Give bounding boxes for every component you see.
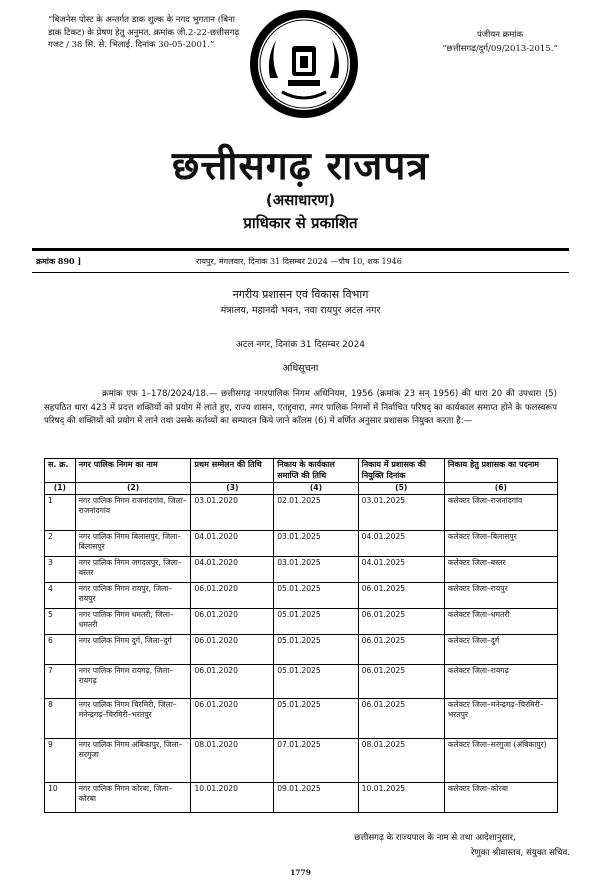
- row-serial: 10: [45, 782, 76, 812]
- department-name: नगरीय प्रशासन एवं विकास विभाग: [232, 288, 369, 301]
- row-administrator: कलेक्टर जिला–रायपुर: [444, 582, 557, 608]
- row-corporation: नगर पालिक निगम धमतरी, जिला–धमतरी: [75, 608, 191, 634]
- row-administrator: कलेक्टर जिला–सरगुजा (अंबिकापुर): [444, 738, 557, 782]
- column-number: (3): [191, 483, 274, 495]
- table-row: [45, 608, 558, 634]
- row-administrator: कलेक्टर जिला–मनेन्द्रगढ़–चिरमिरी–भरतपुर: [444, 698, 557, 738]
- row-term-end: 03.01.2025: [274, 530, 358, 556]
- table-header-cell: निकाय में प्रशासक की नियुक्ति दिनांक: [358, 459, 444, 483]
- table-header-cell: निकाय हेतु प्रशासक का पदनाम: [444, 459, 557, 483]
- row-term-end: 07.01.2025: [274, 738, 358, 782]
- row-serial: 6: [45, 634, 76, 664]
- row-appointment-date: 06.01.2025: [358, 664, 444, 698]
- table-row: [45, 782, 558, 812]
- row-serial: 4: [45, 582, 76, 608]
- row-corporation: नगर पालिक निगम रायगढ़, जिला–रायगढ़: [75, 664, 191, 698]
- issue-date: रायपुर, मंगलवार, दिनांक 31 दिसम्बर 2024 —पौष 10, शक 1946: [196, 257, 402, 266]
- row-term-end: 03.01.2025: [274, 556, 358, 582]
- registration-block: [405, 28, 595, 56]
- row-term-end: 05.01.2025: [274, 634, 358, 664]
- row-corporation: नगर पालिक निगम कोरबा, जिला–कोरबा: [75, 782, 191, 812]
- row-first-meeting: 06.01.2020: [191, 608, 274, 634]
- row-serial: 9: [45, 738, 76, 782]
- row-corporation: नगर पालिक निगम रायपुर, जिला–रायपुर: [75, 582, 191, 608]
- place-date: अटल नगर, दिनांक 31 दिसम्बर 2024: [235, 340, 366, 350]
- row-appointment-date: 08.01.2025: [358, 738, 444, 782]
- row-serial: 1: [45, 494, 76, 530]
- administrator-table: [44, 458, 558, 813]
- row-first-meeting: 08.01.2020: [191, 738, 274, 782]
- gazette-title: छत्तीसगढ़ राजपत्र: [172, 144, 429, 189]
- row-appointment-date: 06.01.2025: [358, 608, 444, 634]
- row-term-end: 09.01.2025: [274, 782, 358, 812]
- table-row: [45, 738, 558, 782]
- table-row: [45, 634, 558, 664]
- top-divider: [32, 248, 569, 251]
- row-term-end: 05.01.2025: [274, 664, 358, 698]
- row-administrator: कलेक्टर जिला–बस्तर: [444, 556, 557, 582]
- row-appointment-date: 06.01.2025: [358, 634, 444, 664]
- column-number: (2): [75, 483, 191, 495]
- row-administrator: कलेक्टर जिला–धमतरी: [444, 608, 557, 634]
- gazette-subtitle: (असाधारण): [265, 191, 336, 209]
- published-by-authority: प्राधिकार से प्रकाशित: [243, 214, 358, 232]
- row-corporation: नगर पालिक निगम दुर्ग, जिला–दुर्ग: [75, 634, 191, 664]
- row-first-meeting: 10.01.2020: [191, 782, 274, 812]
- row-appointment-date: 04.01.2025: [358, 530, 444, 556]
- table-row: [45, 664, 558, 698]
- row-first-meeting: 04.01.2020: [191, 556, 274, 582]
- postal-note: “बिजनेस पोस्ट के अन्तर्गत डाक शुल्क के नगद भुगतान (बिना डाक टिकट) के प्रेषण हेतु अनुमत. क्रमांक जी.2-22-छत्तीसगढ़ गजट / 38 सि. से. भिलाई. दिनांक 30-05-2001.”: [48, 15, 240, 50]
- row-corporation: नगर पालिक निगम चिरमिरी, जिला–मनेन्द्रगढ़–चिरमिरी–भरतपुर: [75, 698, 191, 738]
- row-first-meeting: 04.01.2020: [191, 530, 274, 556]
- row-term-end: 05.01.2025: [274, 608, 358, 634]
- row-corporation: नगर पालिक निगम बिलासपुर, जिला–बिलासपुर: [75, 530, 191, 556]
- row-first-meeting: 06.01.2020: [191, 582, 274, 608]
- row-term-end: 02.01.2025: [274, 494, 358, 530]
- notification-body: क्रमांक एफ 1–178/2024/18.— छत्तीसगढ़ नगरपालिक निगम अधिनियम, 1956 (क्रमांक 23 सन् 1956) की धारा 20 की उपधारा (5) सहपठित धारा 423 में प्रदत्त शक्तियों को प्रयोग में लाते हुए, राज्य शासन, एतद्द्वारा, नगर पालिक निगमों में निर्वाचित परिषद् का कार्यकाल समाप्त होने के फलस्वरूप परिषद् की शक्तियों को प्रयोग में लाने तथा उसके कर्तव्यों का सम्पादन किये जाने कॉलम (6) में वर्णित अनुसार प्रशासक नियुक्त करता है:—: [44, 389, 557, 426]
- row-administrator: कलेक्टर जिला–राजनांदगांव: [444, 494, 557, 530]
- row-term-end: 05.01.2025: [274, 582, 358, 608]
- table-header-cell: प्रथम सम्मेलन की तिथि: [191, 459, 274, 483]
- table-row: [45, 530, 558, 556]
- row-administrator: कलेक्टर जिला–कोरबा: [444, 782, 557, 812]
- row-corporation: नगर पालिक निगम जगदलपुर, जिला–बस्तर: [75, 556, 191, 582]
- state-emblem: [248, 8, 360, 120]
- row-corporation: नगर पालिक निगम अंबिकापुर, जिला–सरगुजा: [75, 738, 191, 782]
- row-appointment-date: 06.01.2025: [358, 698, 444, 738]
- emblem-seal-icon: [248, 8, 360, 120]
- row-appointment-date: 10.01.2025: [358, 782, 444, 812]
- notification-heading: अधिसूचना: [282, 363, 319, 374]
- column-number: (4): [274, 483, 358, 495]
- row-appointment-date: 04.01.2025: [358, 556, 444, 582]
- table-row: [45, 494, 558, 530]
- row-serial: 3: [45, 556, 76, 582]
- table-header-cell: नगर पालिक निगम का नाम: [75, 459, 191, 483]
- row-administrator: कलेक्टर जिला–दुर्ग: [444, 634, 557, 664]
- row-first-meeting: 06.01.2020: [191, 634, 274, 664]
- row-serial: 5: [45, 608, 76, 634]
- column-number: (1): [45, 483, 76, 495]
- row-appointment-date: 06.01.2025: [358, 582, 444, 608]
- row-serial: 7: [45, 664, 76, 698]
- table-header-row: [45, 459, 558, 483]
- table-column-number-row: [45, 483, 558, 495]
- row-administrator: कलेक्टर जिला–बिलासपुर: [444, 530, 557, 556]
- department-address: मंत्रालय, महानदी भवन, नवा रायपुर अटल नगर: [220, 305, 381, 316]
- row-first-meeting: 03.01.2020: [191, 494, 274, 530]
- page-number: 1779: [290, 868, 311, 877]
- row-appointment-date: 03.01.2025: [358, 494, 444, 530]
- row-first-meeting: 06.01.2020: [191, 664, 274, 698]
- row-administrator: कलेक्टर जिला–रायगढ़: [444, 664, 557, 698]
- table-row: [45, 582, 558, 608]
- table-header-cell: निकाय के कार्यकाल समाप्ति की तिथि: [274, 459, 358, 483]
- bottom-divider: [32, 272, 569, 273]
- row-corporation: नगर पालिक निगम राजनांदगांव, जिला–राजनांदगांव: [75, 494, 191, 530]
- table-row: [45, 556, 558, 582]
- row-serial: 2: [45, 530, 76, 556]
- table-row: [45, 698, 558, 738]
- issue-number: क्रमांक 890 ]: [36, 256, 82, 266]
- column-number: (5): [358, 483, 444, 495]
- row-first-meeting: 06.01.2020: [191, 698, 274, 738]
- table-header-cell: स. क्र.: [45, 459, 76, 483]
- registration-number: “छत्तीसगढ़/दुर्ग/09/2013-2015.”: [442, 44, 558, 54]
- row-serial: 8: [45, 698, 76, 738]
- column-number: (6): [444, 483, 557, 495]
- signature-signatory: रेणुका श्रीवास्तव, संयुक्त सचिव.: [470, 848, 570, 858]
- row-term-end: 05.01.2025: [274, 698, 358, 738]
- registration-label: पंजीयन क्रमांक: [476, 30, 524, 40]
- signature-authority: छत्तीसगढ़ के राज्यपाल के नाम से तथा आदेशानुसार,: [354, 833, 516, 843]
